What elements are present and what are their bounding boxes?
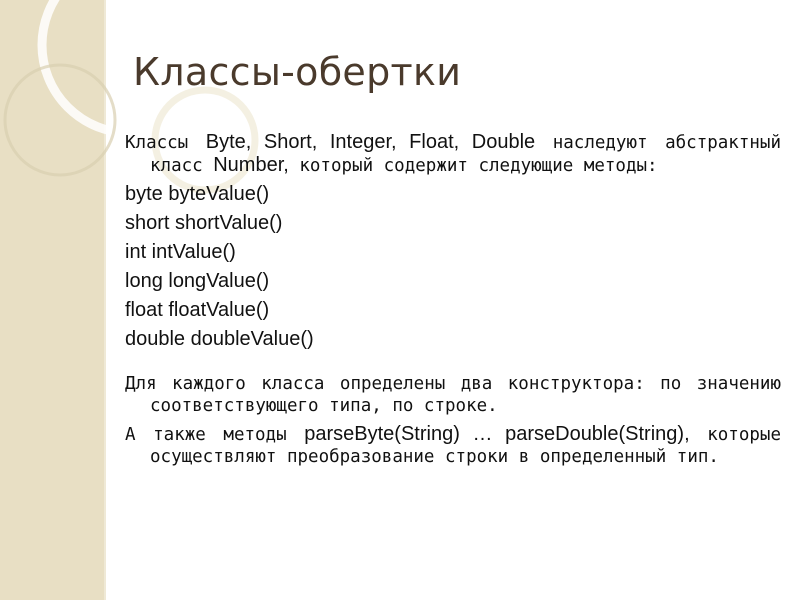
intro-text-2: наследуют абстрактный класс [150, 133, 781, 176]
intro-paragraph [125, 131, 781, 177]
intro-text-1: Классы [125, 133, 206, 153]
parse-text-1: А также методы [125, 425, 305, 445]
method-list [125, 180, 781, 354]
spacer [125, 354, 781, 373]
parse-method-names: parseByte(String) … parseDouble(String), [304, 423, 690, 445]
slide-title: Классы-обертки [133, 50, 462, 94]
method-item: long longValue() [125, 270, 270, 292]
parse-paragraph [125, 423, 781, 468]
slide-body [125, 131, 781, 468]
method-item: short shortValue() [125, 212, 283, 234]
intro-text-3: который содержит следующие методы: [288, 156, 658, 176]
parse-text-2: которые осуществляют преобразование строки в определенный тип. [150, 425, 781, 467]
intro-class-names: Byte, Short, Integer, Float, Double [205, 131, 536, 153]
intro-number-class: Number, [213, 154, 289, 176]
method-item: float floatValue() [125, 299, 270, 321]
constructors-paragraph: Для каждого класса определены два конструктора: по значению соответствующего типа, по строке. [125, 374, 781, 416]
method-item: double doubleValue() [125, 328, 314, 350]
method-item: byte byteValue() [125, 183, 270, 205]
method-item: int intValue() [125, 241, 236, 263]
